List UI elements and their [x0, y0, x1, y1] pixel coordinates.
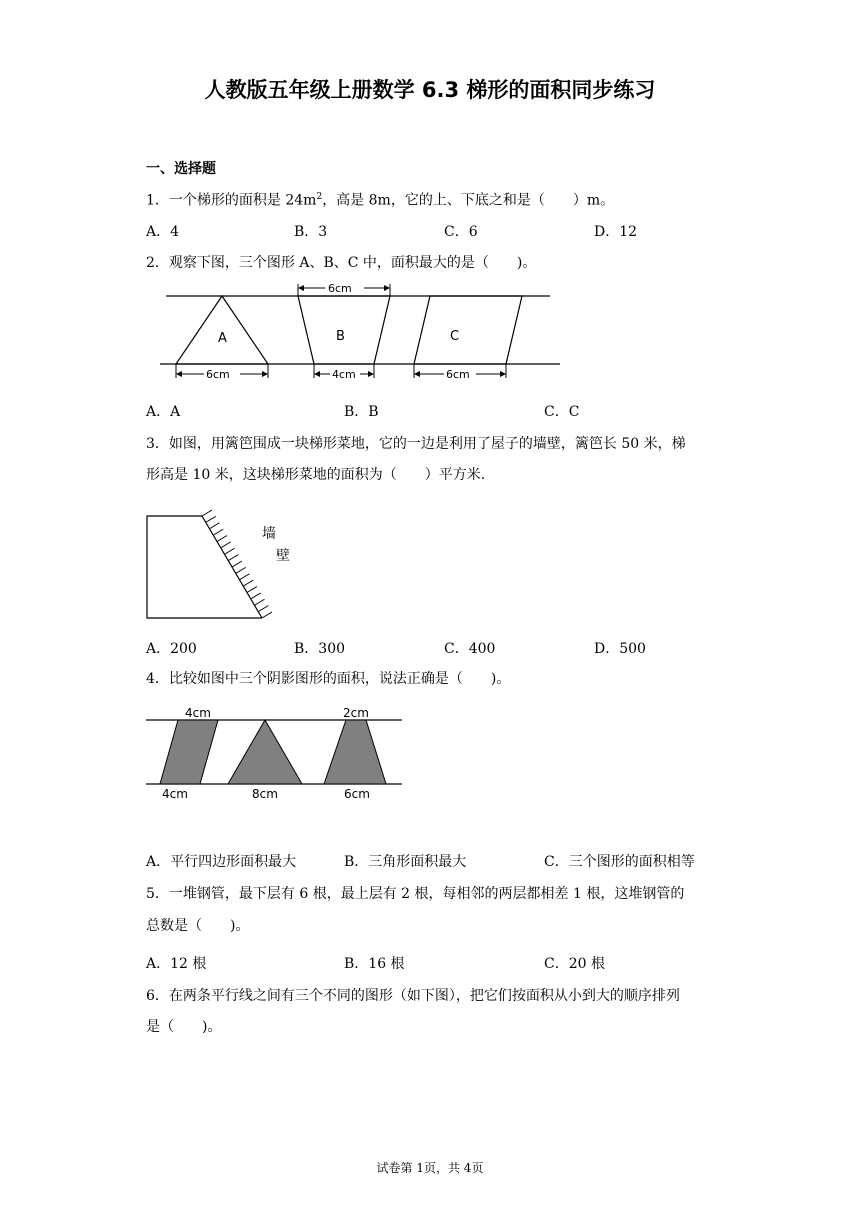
q4-label-bottom-2: 8cm [252, 787, 278, 801]
q4-figure [144, 702, 408, 802]
q2-shape-a [176, 296, 268, 364]
q1-option-b: B．3 [294, 224, 328, 240]
question-6-line-1: 6．在两条平行线之间有三个不同的图形（如下图），把它们按面积从小到大的顺序排列 [146, 988, 680, 1004]
question-4-text: 4．比较如图中三个阴影图形的面积，说法正确是（ )。 [146, 671, 511, 687]
q1-option-a: A．4 [146, 224, 180, 240]
question-5-line-1: 5．一堆钢管，最下层有 6 根，最上层有 2 根，每相邻的两层都相差 1 根，这堆钢管的 [146, 886, 685, 902]
q2-shape-c [414, 296, 522, 364]
q1-option-c: C．6 [444, 224, 478, 240]
q2-figure [150, 278, 560, 386]
q1-option-d: D．12 [594, 224, 638, 240]
question-3-line-2: 形高是 10 米，这块梯形菜地的面积为（ ）平方米. [146, 467, 486, 483]
q3-wall-label-2: 壁 [276, 548, 290, 564]
q5-option-a: A．12 根 [146, 956, 207, 972]
q5-option-b: B．16 根 [344, 956, 405, 972]
q3-option-d: D．500 [594, 641, 646, 657]
q2-dim-a: 6cm [206, 368, 230, 381]
q3-option-c: C．400 [444, 641, 496, 657]
q4-trapezoid [324, 720, 386, 784]
page-title: 人教版五年级上册数学 6.3 梯形的面积同步练习 [204, 78, 656, 102]
q3-fence [147, 516, 262, 618]
question-5-line-2: 总数是（ )。 [146, 918, 250, 934]
q2-option-a: A．A [146, 404, 181, 420]
q2-label-b: B [336, 329, 345, 344]
q3-option-a: A．200 [146, 641, 197, 657]
question-1 [146, 182, 726, 216]
q2-dim-b: 4cm [332, 368, 356, 381]
q4-label-bottom-3: 6cm [344, 787, 370, 801]
q4-option-b: B．三角形面积最大 [344, 854, 467, 870]
q3-figure [140, 498, 310, 624]
q3-wall-label-1: 墙 [262, 526, 276, 542]
question-3-line-1: 3．如图，用篱笆围成一块梯形菜地，它的一边是利用了屋子的墙壁，篱笆长 50 米，梯 [146, 436, 686, 452]
q4-label-bottom-1: 4cm [162, 787, 188, 801]
q4-option-c: C．三个图形的面积相等 [544, 854, 695, 870]
question-6-line-2: 是（ )。 [146, 1019, 222, 1035]
q2-option-c: C．C [544, 404, 580, 420]
q2-label-c: C [450, 329, 460, 344]
question-2-text: 2．观察下图，三个图形 A、B、C 中，面积最大的是（ )。 [146, 255, 537, 271]
q2-dim-top: 6cm [328, 282, 352, 295]
question-1-text-post: ，高是 8m，它的上、下底之和是（ ）m。 [322, 192, 615, 209]
section-heading: 一、选择题 [146, 161, 216, 177]
q4-label-top-1: 4cm [185, 706, 211, 720]
q2-dim-c: 6cm [446, 368, 470, 381]
q4-parallelogram [160, 720, 218, 784]
question-1-text-pre: 1．一个梯形的面积是 24m [146, 192, 317, 209]
q4-option-a: A．平行四边形面积最大 [146, 854, 297, 870]
q4-triangle [228, 720, 302, 784]
q2-option-b: B．B [344, 404, 379, 420]
q4-label-top-2: 2cm [343, 706, 369, 720]
q2-label-a: A [218, 331, 227, 346]
page-footer: 试卷第 1页，共 4页 [376, 1161, 484, 1175]
q5-option-c: C．20 根 [544, 956, 605, 972]
q3-option-b: B．300 [294, 641, 346, 657]
question-1-superscript: 2 [316, 192, 323, 202]
